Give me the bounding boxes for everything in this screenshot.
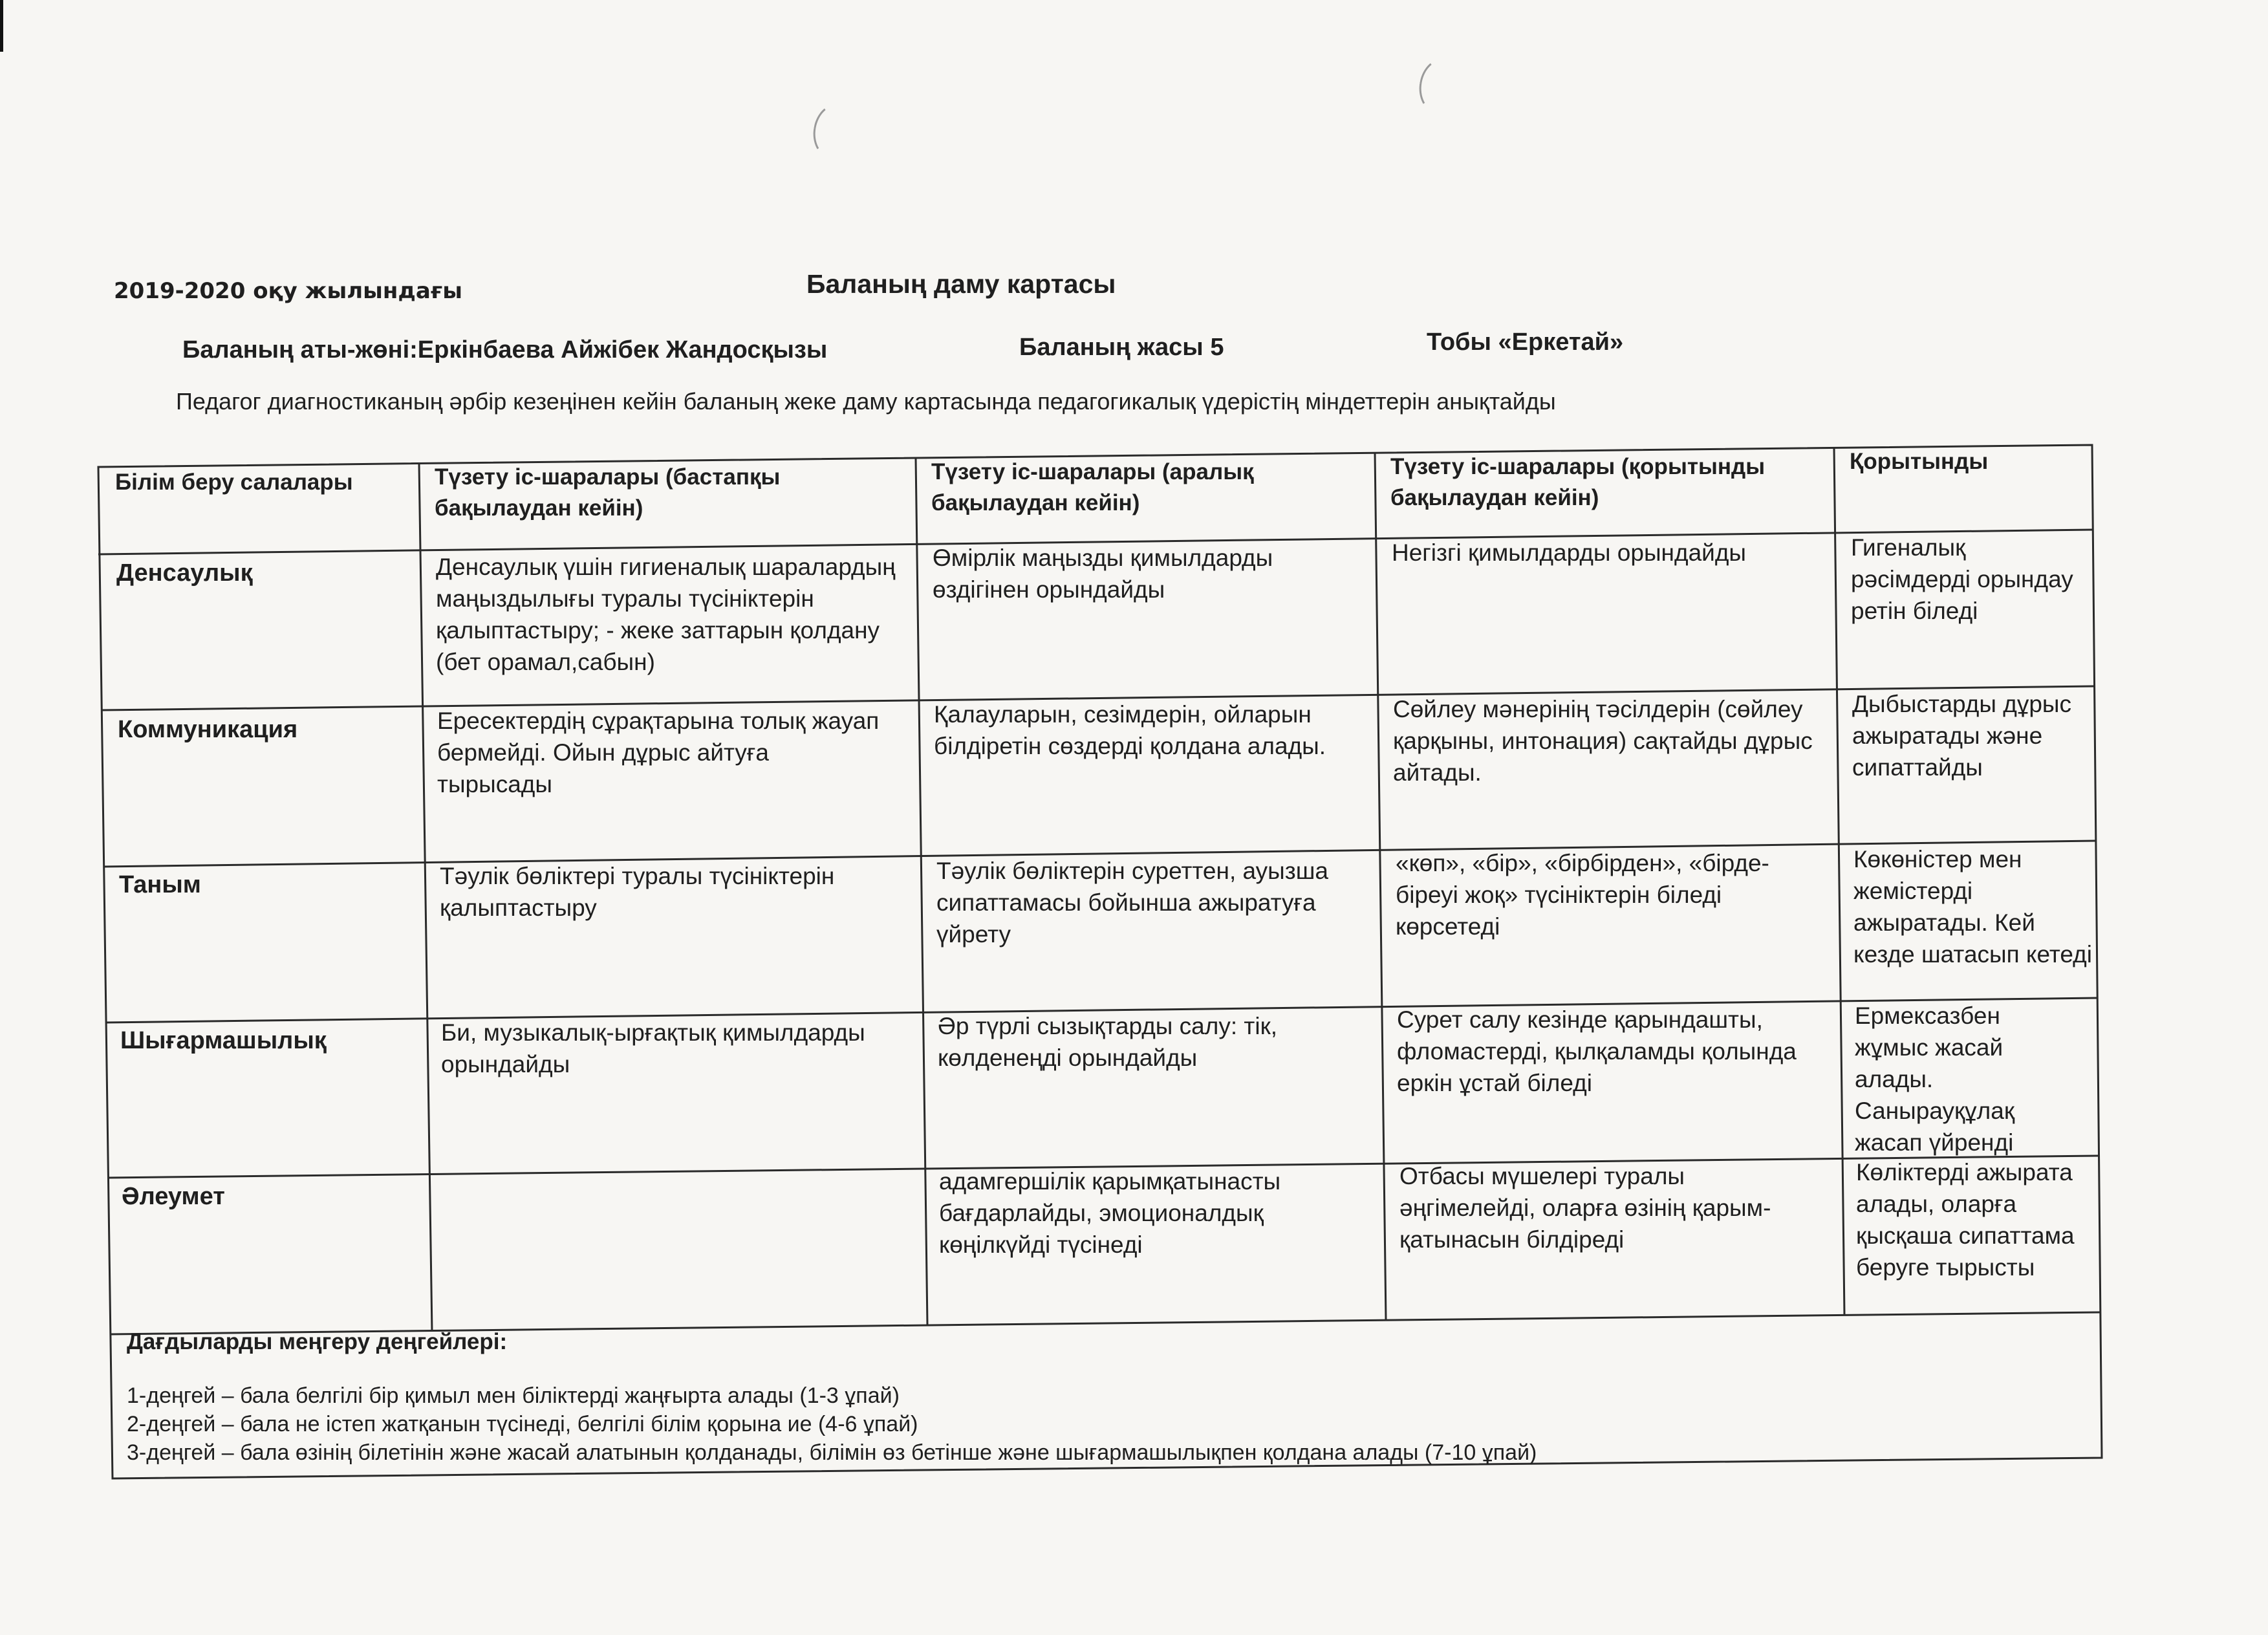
skill-level-3: 3-деңгей – бала өзінің білетінін және жасай алатынын қолданады, білімін өз бетінше және шығармашылықпен қолдана алады (7-10 ұпай)	[127, 1440, 1537, 1465]
intro-text: Педагог диагностиканың әрбір кезеңінен кейін баланың жеке даму картасында педагогикалық үдерістің міндеттерін анықтайды	[176, 388, 1556, 415]
skill-level-2: 2-деңгей – бала не істеп жатқанын түсінеді, белгілі білім қорына ие (4-6 ұпай)	[127, 1412, 918, 1436]
scan-edge-mark	[0, 0, 3, 52]
header-cell-initial: Түзету іс-шаралары (бастапқы бақылаудан кейін)	[435, 464, 781, 521]
cell-communication-initial: Ересектердің сұрақтарына толық жауап бермейді. Ойын дұрыс айтуға тырысады	[437, 708, 880, 797]
cell-creativity-initial: Би, музыкалық-ырғақтық қимылдарды орындайды	[441, 1019, 865, 1077]
scan-artifact-arc	[809, 100, 861, 162]
cell-communication-final: Сөйлеу мәнерінің тәсілдерін (сөйлеу қарқыны, интонация) сақтайды дұрыс айтады.	[1393, 696, 1813, 786]
row-area-creativity: Шығармашылық	[120, 1027, 327, 1054]
row-area-health: Денсаулық	[116, 559, 253, 587]
cell-cognition-initial: Тәулік бөліктері туралы түсініктерін қалыптастыру	[440, 863, 835, 921]
cell-health-intermediate: Өмірлік маңызды қимылдарды өздігінен орындайды	[933, 545, 1273, 603]
header-cell-conclusion: Қорытынды	[1850, 449, 1989, 474]
cell-social-intermediate: адамгершілік қарымқатынасты бағдарлайды, эмоционалдық көңілкүйді түсінеді	[939, 1168, 1281, 1258]
cell-communication-intermediate: Қалауларын, сезімдерін, ойларын білдіретін сөздерді қолдана алады.	[934, 701, 1326, 759]
skill-level-1: 1-деңгей – бала белгілі бір қимыл мен біліктерді жаңғырта алады (1-3 ұпай)	[127, 1383, 900, 1408]
cell-cognition-final: «көп», «бір», «бірбірден», «бірде-біреуі жоқ» түсініктерін біледі көрсетеді	[1396, 850, 1769, 940]
row-area-cognition: Таным	[119, 871, 201, 898]
header-cell-intermediate: Түзету іс-шаралары (аралық бақылаудан кейін)	[931, 459, 1254, 515]
header-cell-final: Түзету іс-шаралары (қорытынды бақылаудан кейін)	[1390, 454, 1766, 510]
cell-creativity-conclusion: Ермексазбен жұмыс жасай алады. Санырауқұлақ жасап үйренді	[1855, 1002, 2015, 1156]
row-area-social: Әлеумет	[122, 1183, 225, 1210]
skill-levels	[127, 1327, 2067, 1467]
cell-cognition-conclusion: Көкөністер мен жемістерді ажыратады. Кей кезде шатасып кетеді	[1853, 846, 2092, 968]
cell-communication-conclusion: Дыбыстарды дұрыс ажыратады және сипаттайды	[1852, 691, 2071, 781]
cell-social-final: Отбасы мүшелері туралы әңгімелейді, оларға өзінің қарым-қатынасын білдіреді	[1399, 1163, 1771, 1253]
cell-health-final: Негізгі қимылдарды орындайды	[1392, 539, 1747, 566]
cell-creativity-intermediate: Әр түрлі сызықтарды салу: тік, көлденеңді орындайды	[938, 1013, 1278, 1071]
child-name-label: Баланың аты-жөні:Еркінбаева Айжібек Жандосқызы	[182, 336, 828, 363]
cell-health-conclusion: Гигеналық рәсімдерді орындау ретін біледі	[1851, 534, 2073, 624]
page-title: Баланың даму картасы	[806, 269, 1116, 299]
header-cell-area: Білім беру салалары	[115, 470, 353, 495]
cell-cognition-intermediate: Тәулік бөліктерін суреттен, ауызша сипаттамасы бойынша ажыратуға үйрету	[936, 858, 1328, 947]
group-label: Тобы «Еркетай»	[1427, 329, 1624, 356]
scan-artifact-arc	[1415, 55, 1467, 117]
child-age-label: Баланың жасы 5	[1019, 334, 1224, 361]
skill-levels-title: Дағдыларды меңгеру деңгейлері:	[127, 1329, 508, 1354]
cell-health-initial: Денсаулық үшін гигиеналық шаралардың маңыздылығы туралы түсініктерін қалыптастыру; - жеке заттарын қолдану (бет орамал,сабын)	[436, 554, 896, 675]
cell-social-conclusion: Көліктерді ажырата алады, оларға қысқаша сипаттама беруге тырысты	[1856, 1159, 2075, 1281]
academic-year-label: 2019-2020 оқу жылындағы	[114, 278, 462, 304]
row-area-communication: Коммуникация	[118, 716, 298, 743]
cell-creativity-final: Сурет салу кезінде қарындашты, фломастерді, қылқаламды қолында еркін ұстай біледі	[1397, 1006, 1797, 1096]
